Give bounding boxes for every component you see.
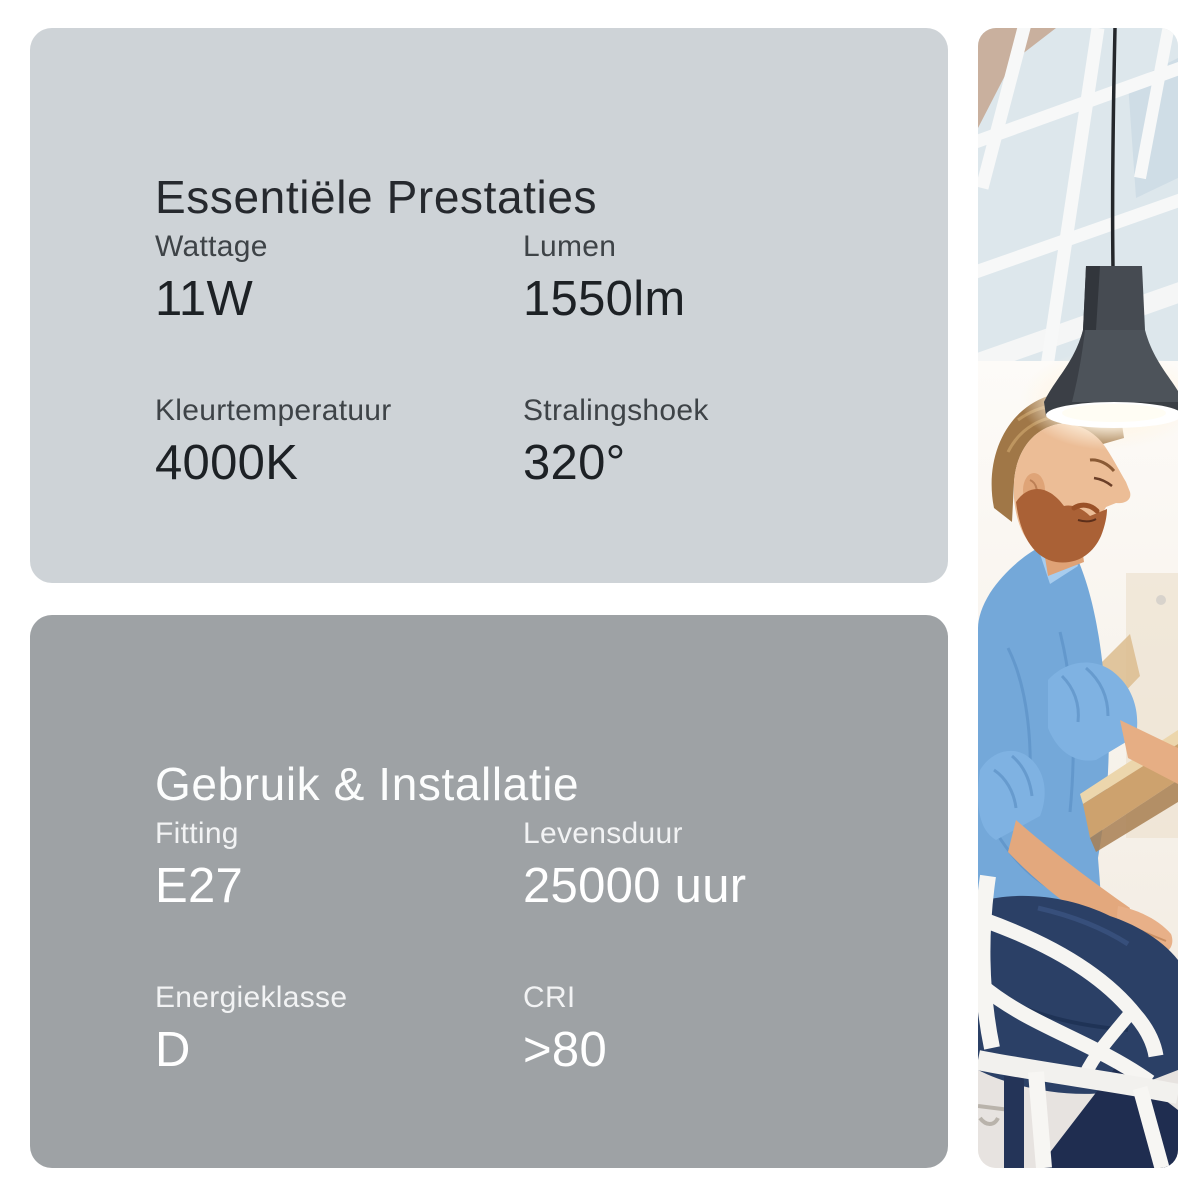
stat-fitting-label: Fitting (155, 817, 239, 850)
installation-card (30, 615, 948, 1168)
lifestyle-photo (978, 28, 1178, 1168)
stat-fitting-value: E27 (155, 859, 244, 913)
stat-lumen (523, 230, 873, 327)
stat-wattage (155, 230, 505, 327)
stat-cri-value: >80 (523, 1023, 608, 1077)
stat-beam-angle-label: Stralingshoek (523, 394, 709, 427)
glass-wall (978, 28, 1178, 373)
stat-lifespan (523, 817, 873, 914)
performance-card-title: Essentiële Prestaties (155, 171, 598, 224)
stat-color-temperature-label: Kleurtemperatuur (155, 394, 392, 427)
door-knob (1156, 595, 1166, 605)
stat-energy-class-label: Energieklasse (155, 981, 348, 1014)
stat-fitting (155, 817, 505, 914)
stat-cri-label: CRI (523, 981, 576, 1014)
stat-lifespan-value: 25000 uur (523, 859, 747, 913)
stat-color-temperature (155, 394, 505, 491)
chair-leg (1036, 1072, 1044, 1168)
stat-energy-class-value: D (155, 1023, 191, 1077)
performance-card (30, 28, 948, 583)
stat-color-temperature-value: 4000K (155, 436, 299, 490)
stat-wattage-value: 11W (155, 272, 254, 326)
stat-lumen-label: Lumen (523, 230, 617, 263)
stat-lumen-value: 1550lm (523, 272, 686, 326)
stat-wattage-label: Wattage (155, 230, 268, 263)
stat-energy-class (155, 981, 505, 1078)
installation-card-title: Gebruik & Installatie (155, 758, 580, 811)
stat-beam-angle-value: 320° (523, 436, 626, 490)
lifestyle-photo-art (978, 28, 1178, 1168)
stat-lifespan-label: Levensduur (523, 817, 683, 850)
stat-beam-angle (523, 394, 873, 491)
stat-cri (523, 981, 873, 1078)
